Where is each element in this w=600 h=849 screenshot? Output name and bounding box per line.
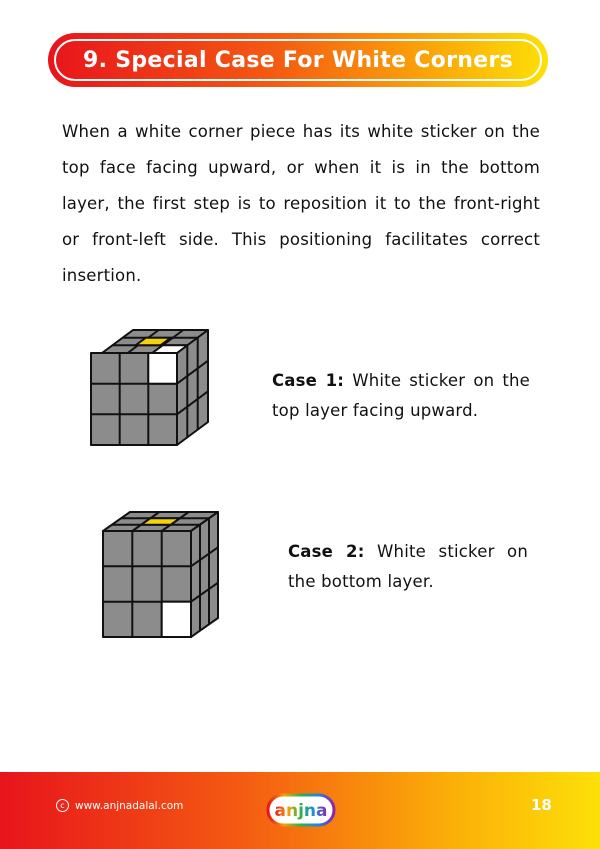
page-title: 9. Special Case For White Corners: [83, 47, 513, 73]
page-number: 18: [531, 796, 552, 814]
intro-paragraph: When a white corner piece has its white sticker on the top face facing upward, or when it is in the bottom layer, the first step is to reposition it to the front-right or front-left side. This positioning facilitates correct insertion.: [62, 122, 540, 285]
footer-bar: [0, 772, 600, 849]
case-1-label: Case 1:: [272, 371, 345, 390]
case-1-text: White sticker on the top layer facing upward.: [272, 371, 531, 420]
website-link[interactable]: www.anjnadalal.com: [75, 799, 184, 812]
case-1-description: [272, 366, 530, 426]
case-2-text: White sticker on the bottom layer.: [288, 542, 528, 591]
footer-website: [56, 799, 183, 812]
case-2-label: Case 2:: [288, 542, 365, 561]
cube-case-1-icon: [88, 325, 218, 455]
case-2-description: [288, 537, 528, 597]
cube-case-2-icon: [98, 505, 228, 640]
anjna-logo: [266, 792, 336, 828]
logo-text: anjna: [274, 801, 328, 821]
copyright-icon: c: [56, 799, 69, 812]
title-banner: [48, 33, 548, 87]
